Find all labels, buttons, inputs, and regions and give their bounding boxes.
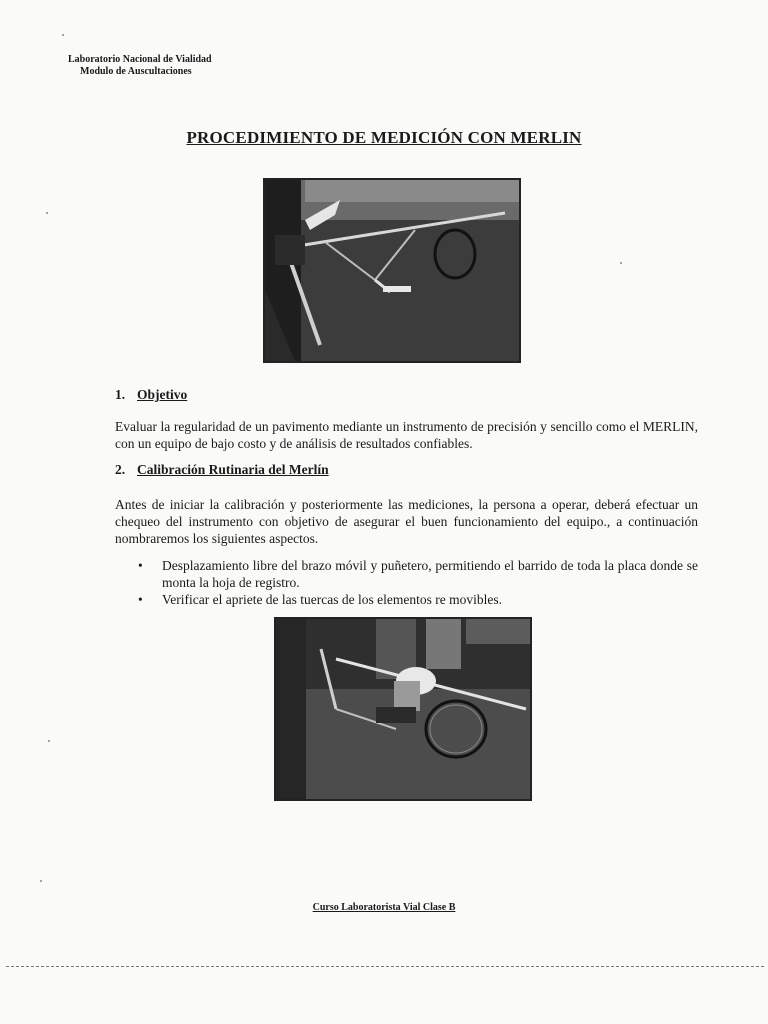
section-2-number: 2.: [115, 462, 126, 477]
merlin-instrument-photo: [263, 178, 521, 363]
section-1-number: 1.: [115, 387, 126, 402]
calibration-image: [276, 619, 530, 799]
calibration-photo: [274, 617, 532, 801]
bullet-icon: •: [138, 592, 143, 607]
scan-speck: [620, 262, 622, 264]
merlin-instrument-image: [265, 180, 519, 361]
document-header: [68, 54, 212, 78]
scan-speck: [46, 212, 48, 214]
bullet-icon: •: [138, 558, 143, 573]
list-item-text: Desplazamiento libre del brazo móvil y puñetero, permitiendo el barrido de toda la placa donde se monta la hoja de registro.: [162, 558, 698, 590]
section-2-paragraph: Antes de iniciar la calibración y posteriormente las mediciones, la persona a operar, deberá efectuar un chequeo del instrumento con objetivo de asegurar el buen funcionamiento del equipo., a continuación nombraremos los siguientes aspectos.: [115, 497, 698, 546]
list-item-text: Verificar el apriete de las tuercas de los elementos re movibles.: [162, 592, 502, 607]
section-1-heading: [115, 387, 187, 403]
page-footer: Curso Laboratorista Vial Clase B: [312, 902, 456, 913]
scan-speck: [40, 880, 42, 882]
scan-speck: [48, 740, 50, 742]
header-department: Modulo de Auscultaciones: [80, 66, 192, 77]
page-bottom-rule: [6, 966, 764, 967]
section-1-title: Objetivo: [137, 387, 188, 402]
section-1-paragraph: Evaluar la regularidad de un pavimento mediante un instrumento de precisión y sencillo como el MERLIN, con un equipo de bajo costo y de análisis de resultados confiables.: [115, 419, 698, 451]
scan-speck: [62, 34, 64, 36]
checklist: [138, 557, 698, 608]
section-2-title: Calibración Rutinaria del Merlín: [137, 462, 329, 477]
page-title: PROCEDIMIENTO DE MEDICIÓN CON MERLIN: [186, 128, 582, 147]
list-item: [138, 591, 698, 608]
list-item: [138, 557, 698, 591]
section-2-heading: [115, 462, 329, 478]
header-institution: Laboratorio Nacional de Vialidad: [68, 54, 212, 65]
